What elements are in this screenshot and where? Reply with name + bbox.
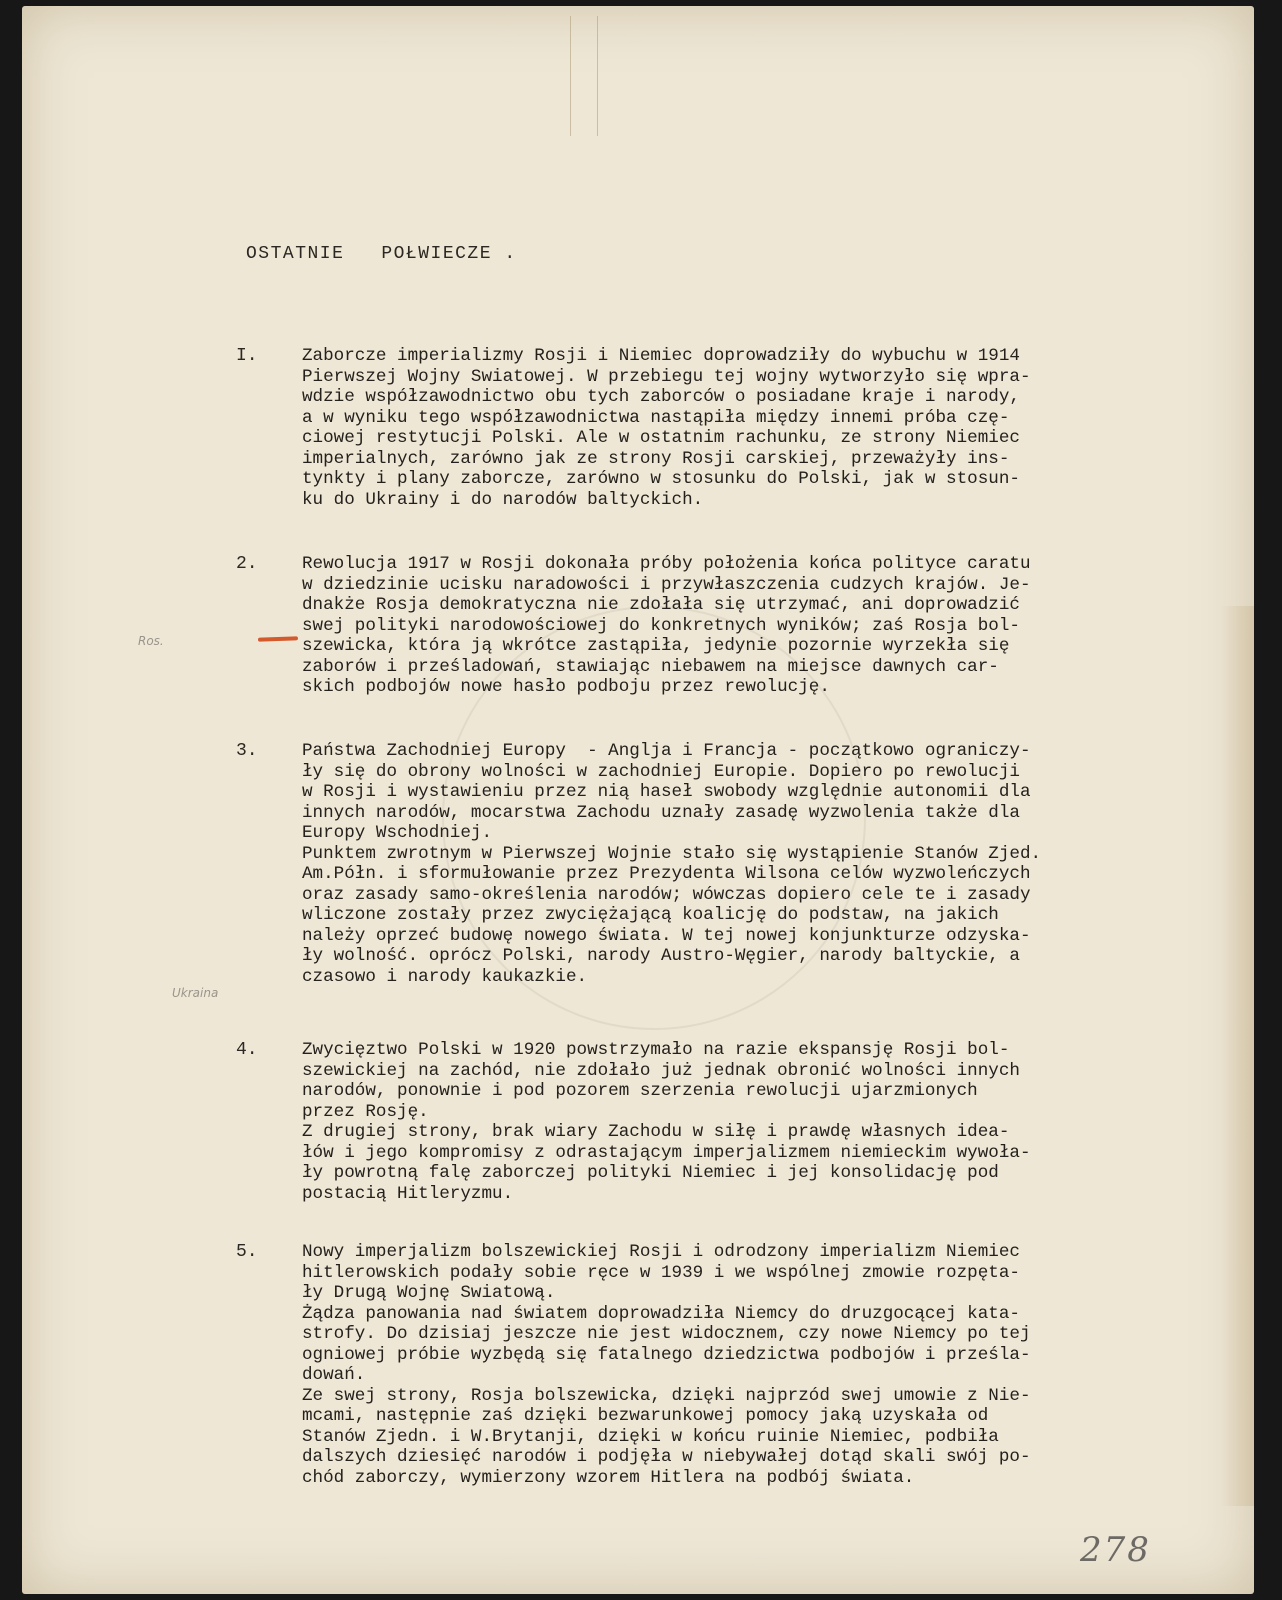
text-line: należy oprzeć budowę nowego świata. W tej nowej konjunkturze odzyska- xyxy=(302,925,1031,946)
text-line: skich podbojów nowe hasło podboju przez rewolucję. xyxy=(302,677,830,697)
section-number: 2. xyxy=(236,554,258,574)
text-line: Am.Półn. i sformułowanie przez Prezydenta Wilsona celów wyzwoleńczych xyxy=(302,864,1031,884)
text-line: chód zaborczy, wymierzony wzorem Hitlera na podbój świata. xyxy=(302,1467,915,1488)
text-line: Stanów Zjedn. i W.Brytanji, dzięki w końcu ruinie Niemiec, podbiła xyxy=(302,1426,999,1447)
text-line: ły wolność. oprócz Polski, narody Austro-Węgier, narody baltyckie, a xyxy=(302,946,1020,966)
text-line: Rewolucja 1917 w Rosji dokonała próby położenia końca polityce caratu xyxy=(302,554,1031,574)
text-line: strofy. Do dzisiaj jeszcze nie jest widocznem, czy nowe Niemcy po tej xyxy=(302,1324,1031,1344)
text-line: Zaborcze imperializmy Rosji i Niemiec doprowadziły do wybuchu w 1914 xyxy=(302,346,1020,366)
text-line: Z drugiej strony, brak wiary Zachodu w siłę i prawdę własnych idea- xyxy=(302,1122,1010,1142)
text-line: swej polityki narodowościowej do konkretnych wyników; zaś Rosja bol- xyxy=(302,615,1020,636)
text-line: innych narodów, mocarstwa Zachodu uznały zasadę wyzwolenia także dla xyxy=(302,802,1020,823)
text-line: szewickiej na zachód, nie zdołało już jednak obronić wolności innych xyxy=(302,1060,1020,1081)
text-line: Ze swej strony, Rosja bolszewicka, dzięki najprzód swej umowie z Nie- xyxy=(302,1385,1031,1406)
text-line: Zwycięztwo Polski w 1920 powstrzymało na razie ekspansję Rosji bol- xyxy=(302,1040,1010,1060)
section-number: I. xyxy=(236,346,258,366)
text-line: Europy Wschodniej. xyxy=(302,823,493,843)
section-paragraph xyxy=(302,346,1262,510)
text-line: Punktem zwrotnym w Pierwszej Wojnie stało się wystąpienie Stanów Zjed. xyxy=(302,843,1042,864)
text-line: narodów, ponownie i pod pozorem szerzenia rewolucji ujarzmionych xyxy=(302,1081,978,1101)
text-line: oraz zasady samo-określenia narodów; wówczas dopiero cele te i zasady xyxy=(302,884,1031,905)
text-line: postacią Hitleryzmu. xyxy=(302,1183,514,1204)
margin-note-ros: Ros. xyxy=(138,634,164,648)
text-line: szewicka, która ją wkrótce zastąpiła, jedynie pozornie wyrzekła się xyxy=(302,636,1010,656)
text-line: dalszych dziesięć narodów i podjęła w niebywałej dotąd skali swój po- xyxy=(302,1447,1031,1467)
section-paragraph xyxy=(302,1242,1262,1488)
text-line: zaborów i prześladowań, stawiając niebawem na miejsce dawnych car- xyxy=(302,656,999,677)
text-line: ku do Ukrainy i do narodów baltyckich. xyxy=(302,489,704,510)
margin-note-ukraina: Ukraina xyxy=(172,986,219,1000)
text-line: dnakże Rosja demokratyczna nie zdołała się utrzymać, ani doprowadzić xyxy=(302,595,1020,615)
text-line: czasowo i narody kaukazkie. xyxy=(302,966,588,987)
text-line: Państwa Zachodniej Europy - Anglja i Francja - początkowo ograniczy- xyxy=(302,741,1031,761)
section-paragraph xyxy=(302,1040,1262,1204)
text-line: dowań. xyxy=(302,1365,366,1385)
text-line: tynkty i plany zaborcze, zarówno w stosunku do Polski, jak w stosun- xyxy=(302,469,1020,489)
text-line: wliczone zostały przez zwyciężającą koalicję do podstaw, na jakich xyxy=(302,905,999,925)
text-line: w dziedzinie ucisku naradowości i przywłaszczenia cudzych krajów. Je- xyxy=(302,574,1031,595)
paperclip-mark xyxy=(570,16,598,136)
page-number: 278 xyxy=(1080,1530,1151,1570)
section-number: 4. xyxy=(236,1040,258,1060)
document-title: OSTATNIE POŁWIECZE . xyxy=(246,244,517,264)
text-line: a w wyniku tego współzawodnictwa nastąpiła między innemi próba czę- xyxy=(302,407,1010,428)
text-line: wdzie współzawodnictwo obu tych zaborców o posiadane kraje i narody, xyxy=(302,387,1020,407)
text-line: Nowy imperjalizm bolszewickiej Rosji i odrodzony imperializm Niemiec xyxy=(302,1242,1020,1262)
text-line: ogniowej próbie wyzbędą się fatalnego dziedzictwa podbojów i prześla- xyxy=(302,1344,1031,1365)
text-line: przez Rosję. xyxy=(302,1101,429,1122)
text-line: ciowej restytucji Polski. Ale w ostatnim rachunku, ze strony Niemiec xyxy=(302,428,1020,448)
text-line: łów i jego kompromisy z odrastającym imperjalizmem niemieckim wywoła- xyxy=(302,1142,1031,1163)
text-line: imperialnych, zarówno jak ze strony Rosji carskiej, przeważyły ins- xyxy=(302,448,1010,469)
text-line: Pierwszej Wojny Swiatowej. W przebiegu tej wojny wytworzyło się wpra- xyxy=(302,366,1031,387)
text-line: ły Drugą Wojnę Swiatową. xyxy=(302,1283,556,1303)
section-number: 3. xyxy=(236,741,258,761)
section-paragraph xyxy=(302,554,1262,698)
text-line: ły się do obrony wolności w zachodniej Europie. Dopiero po rewolucji xyxy=(302,761,1020,782)
section-paragraph xyxy=(302,741,1262,987)
text-line: w Rosji i wystawieniu przez nią haseł swobody względnie autonomii dla xyxy=(302,782,1031,802)
text-line: mcami, następnie zaś dzięki bezwarunkowej pomocy jaką uzyskała od xyxy=(302,1406,989,1426)
text-line: ły powrotną falę zaborczej polityki Niemiec i jej konsolidację pod xyxy=(302,1163,999,1183)
text-line: hitlerowskich podały sobie ręce w 1939 i we wspólnej zmowie rozpęta- xyxy=(302,1262,1020,1283)
text-line: Żądza panowania nad światem doprowadziła Niemcy do druzgocącej kata- xyxy=(302,1303,1020,1324)
section-number: 5. xyxy=(236,1242,258,1262)
